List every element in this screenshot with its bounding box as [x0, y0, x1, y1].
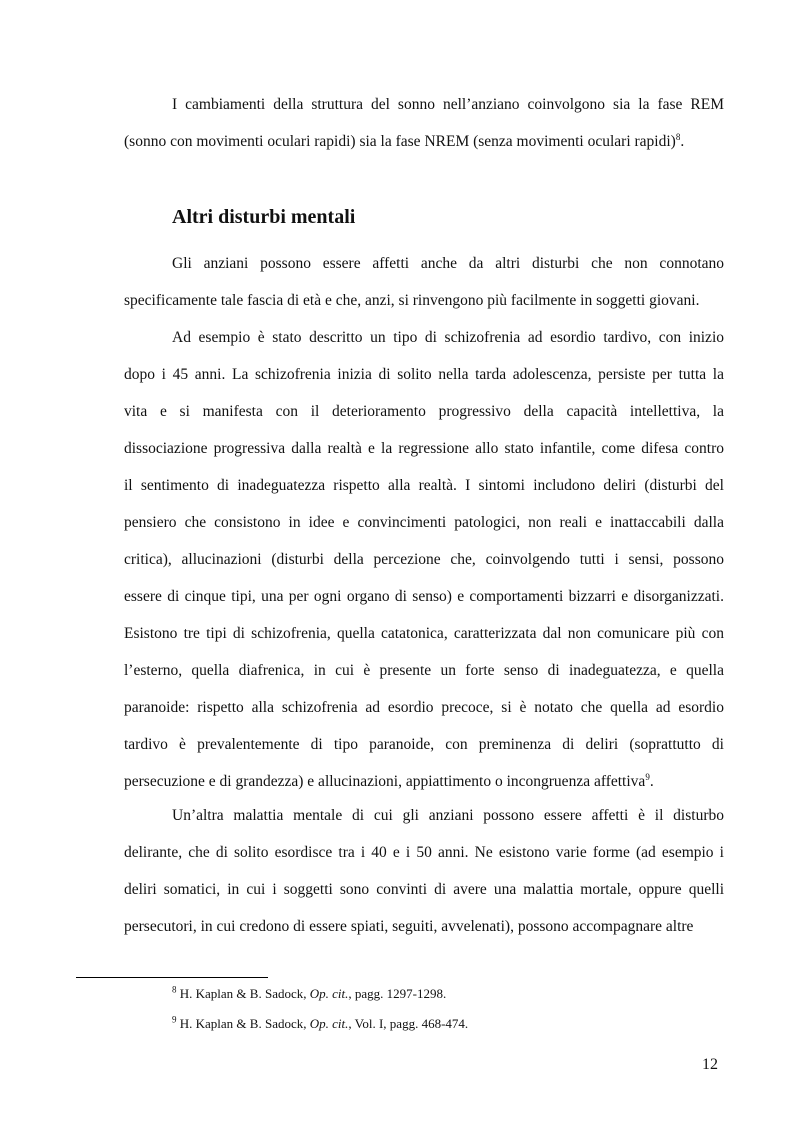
- footnote-9: $^9$ H. Kaplan & B. Sadock, Op. cit., Vol. I, pagg. 468-474.: [172, 1014, 469, 1031]
- text-line: dopo i 45 anni. La schizofrenia inizia di solito nella tarda adolescenza, persiste per tutta la: [124, 366, 724, 383]
- text-line: pensiero che consistono in idee e convincimenti patologici, non reali e inattaccabili dalla: [124, 514, 724, 531]
- text-line: vita e si manifesta con il deterioramento progressivo della capacità intellettiva, la: [124, 403, 724, 420]
- text-line: l’esterno, quella diafrenica, in cui è presente un forte senso di inadeguatezza, e quella: [124, 662, 724, 679]
- paragraph-late-onset-schizophrenia: [124, 319, 724, 800]
- text-line: deliri somatici, in cui i soggetti sono convinti di avere una malattia mortale, oppure quelli: [124, 881, 724, 898]
- section-heading: Altri disturbi mentali: [172, 206, 356, 228]
- text-line: delirante, che di solito esordisce tra i 40 e i 50 anni. Ne esistono varie forme (ad esempio i: [124, 844, 724, 861]
- text-line: dissociazione progressiva dalla realtà e la regressione allo stato infantile, come difesa contro: [124, 440, 724, 457]
- text-line: Un’altra malattia mentale di cui gli anziani possono essere affetti è il disturbo: [172, 807, 724, 824]
- text-line: persecutori, in cui credono di essere spiati, seguiti, avvelenati), possono accompagnare altre: [124, 918, 694, 935]
- text-line: paranoide: rispetto alla schizofrenia ad esordio precoce, si è notato che quella ad esordio: [124, 699, 724, 716]
- footnote-separator: [76, 977, 268, 978]
- text-line: (sonno con movimenti oculari rapidi) sia la fase NREM (senza movimenti oculari rapidi)$^8$.: [124, 131, 685, 150]
- text-line: il sentimento di inadeguatezza rispetto alla realtà. I sintomi includono deliri (disturbi del: [124, 477, 724, 494]
- text-line: Ad esempio è stato descritto un tipo di schizofrenia ad esordio tardivo, con inizio: [172, 329, 724, 346]
- text-line: critica), allucinazioni (disturbi della percezione che, coinvolgendo tutti i sensi, possono: [124, 551, 724, 568]
- page-number: 12: [702, 1056, 718, 1073]
- text-line: persecuzione e di grandezza) e allucinazioni, appiattimento o incongruenza affettiva$^9$.: [124, 771, 654, 790]
- text-line: essere di cinque tipi, una per ogni organo di senso) e comportamenti bizzarri e disorganizzati.: [124, 588, 724, 605]
- text-line: Esistono tre tipi di schizofrenia, quella catatonica, caratterizzata dal non comunicare più con: [124, 625, 724, 642]
- text-line: tardivo è prevalentemente di tipo paranoide, con preminenza di deliri (soprattutto di: [124, 736, 724, 753]
- footnote-8: $^8$ H. Kaplan & B. Sadock, Op. cit., pagg. 1297-1298.: [172, 984, 447, 1001]
- text-line: specificamente tale fascia di età e che, anzi, si rinvengono più facilmente in soggetti giovani.: [124, 292, 700, 309]
- paragraph-other-disorders: [124, 245, 724, 319]
- text-line: I cambiamenti della struttura del sonno nell’anziano coinvolgono sia la fase REM: [172, 96, 724, 113]
- paragraph-delusional-disorder: [124, 797, 724, 945]
- paragraph-sleep-structure: [124, 86, 724, 160]
- text-line: Gli anziani possono essere affetti anche da altri disturbi che non connotano: [172, 255, 724, 272]
